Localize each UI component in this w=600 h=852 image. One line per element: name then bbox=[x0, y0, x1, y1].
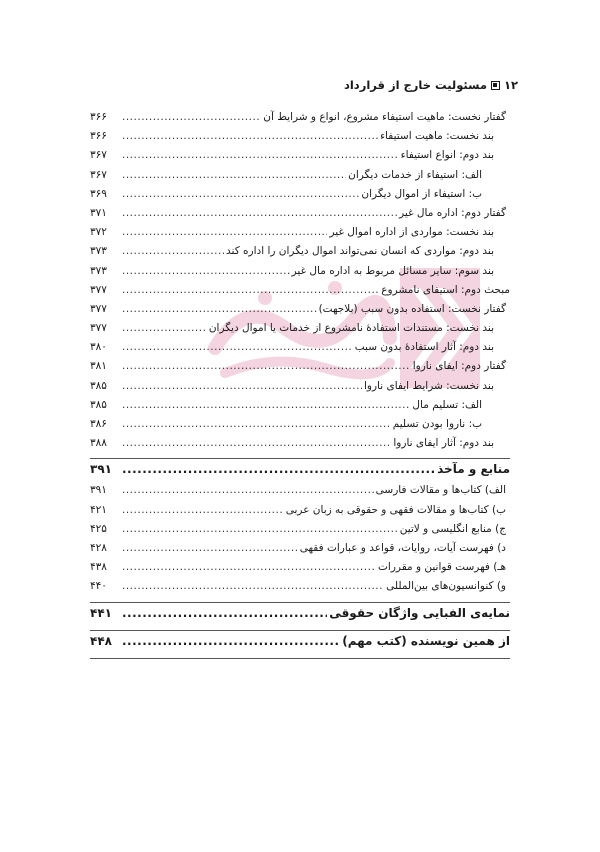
toc-entry-page: ۳۶۹ bbox=[90, 187, 107, 200]
toc-entry-page: ۳۶۷ bbox=[90, 168, 107, 181]
toc-major-entry-index[interactable] bbox=[90, 606, 510, 628]
dot-leader bbox=[122, 561, 376, 573]
toc-entry-page: ۳۸۸ bbox=[90, 437, 107, 450]
toc-entry-page: ۴۲۵ bbox=[90, 522, 107, 535]
dot-leader bbox=[122, 303, 317, 315]
toc-entry-title: بند سوم: سایر مسائل مربوط به اداره مال غیر bbox=[291, 264, 494, 277]
dot-leader bbox=[122, 399, 410, 411]
toc-entry[interactable] bbox=[90, 207, 510, 226]
toc-entry-page: ۳۶۷ bbox=[90, 149, 107, 162]
toc-entry[interactable] bbox=[90, 130, 510, 149]
toc-entry[interactable] bbox=[90, 399, 510, 418]
toc-entry-page: ۳۸۵ bbox=[90, 379, 107, 392]
dot-leader bbox=[122, 634, 340, 648]
toc-entry-page: ۳۸۰ bbox=[90, 341, 107, 354]
toc-entry-page: ۳۸۵ bbox=[90, 398, 107, 411]
toc-entry-title: گفتار دوم: ایفای ناروا bbox=[412, 360, 506, 373]
table-of-contents bbox=[90, 111, 510, 662]
toc-entry-title: هـ) فهرست قوانین و مقررات bbox=[378, 561, 506, 574]
toc-entry-title: بند نخست: مستندات استفادهٔ نامشروع از خدمات یا اموال دیگران bbox=[208, 322, 494, 335]
toc-entry[interactable] bbox=[90, 561, 510, 580]
toc-entry-page: ۴۳۸ bbox=[90, 561, 107, 574]
toc-entry-page: ۳۹۱ bbox=[90, 462, 112, 477]
toc-entry[interactable] bbox=[90, 341, 510, 360]
toc-entry[interactable] bbox=[90, 188, 510, 207]
dot-leader bbox=[122, 484, 374, 496]
toc-entry-page: ۳۸۱ bbox=[90, 360, 107, 373]
section-divider bbox=[90, 458, 510, 459]
toc-entry-title: د) فهرست آیات، روایات، قواعد و عبارات فقهی bbox=[299, 541, 506, 554]
dot-leader bbox=[122, 418, 391, 430]
header-page-number: ۱۲ bbox=[503, 78, 518, 92]
toc-entry-title: ب: استیفاء از اموال دیگران bbox=[361, 187, 482, 200]
dot-leader bbox=[122, 437, 391, 449]
dot-leader bbox=[122, 606, 327, 620]
dot-leader bbox=[122, 111, 261, 123]
toc-entry[interactable] bbox=[90, 149, 510, 168]
toc-entry-title: بند نخست: ماهیت استیفاء bbox=[380, 130, 494, 143]
toc-entry-title: الف: استیفاء از خدمات دیگران bbox=[348, 168, 482, 181]
dot-leader bbox=[122, 322, 207, 334]
toc-entry-page: ۳۷۷ bbox=[90, 322, 107, 335]
toc-entry-page: ۳۷۲ bbox=[90, 226, 107, 239]
dot-leader bbox=[122, 169, 346, 181]
toc-entry[interactable] bbox=[90, 437, 510, 456]
toc-entry-title: گفتار دوم: اداره مال غیر bbox=[399, 206, 506, 219]
toc-entry-title: ب) کتاب‌ها و مقالات فقهی و حقوقی به زبان عربی bbox=[285, 503, 506, 516]
toc-entry[interactable] bbox=[90, 284, 510, 303]
dot-leader bbox=[122, 580, 384, 592]
toc-entry-page: ۳۷۳ bbox=[90, 245, 107, 258]
toc-entry-page: ۴۴۱ bbox=[90, 605, 112, 620]
toc-entry-title: گفتار نخست: استفاده بدون سبب (بلاجهت) bbox=[318, 302, 506, 315]
toc-entry[interactable] bbox=[90, 418, 510, 437]
toc-entry-page: ۳۷۷ bbox=[90, 283, 107, 296]
toc-entry[interactable] bbox=[90, 169, 510, 188]
toc-entry-page: ۳۷۷ bbox=[90, 302, 107, 315]
toc-entry-page: ۴۲۱ bbox=[90, 503, 107, 516]
toc-entry[interactable] bbox=[90, 484, 510, 503]
header-book-title: مسئولیت خارج از قرارداد bbox=[343, 78, 487, 92]
toc-entry-title: بند دوم: آثار استفادهٔ بدون سبب bbox=[354, 341, 494, 354]
toc-major-entry-other-books[interactable] bbox=[90, 634, 510, 656]
toc-entry-title: بند نخست: شرایط ایفای ناروا bbox=[363, 379, 494, 392]
dot-leader bbox=[122, 149, 399, 161]
toc-entry-title: بند دوم: انواع استیفاء bbox=[400, 149, 494, 162]
dot-leader bbox=[122, 542, 298, 554]
toc-entry-title: از همین نویسنده (کتب مهم) bbox=[342, 633, 510, 648]
dot-leader bbox=[122, 188, 359, 200]
toc-entry-page: ۴۴۰ bbox=[90, 580, 107, 593]
toc-entry-title: بند نخست: مواردی از اداره اموال غیر bbox=[329, 226, 494, 239]
toc-entry[interactable] bbox=[90, 245, 510, 264]
toc-entry-page: ۳۷۱ bbox=[90, 206, 107, 219]
toc-entry[interactable] bbox=[90, 360, 510, 379]
toc-entry[interactable] bbox=[90, 303, 510, 322]
toc-entry[interactable] bbox=[90, 542, 510, 561]
dot-leader bbox=[122, 380, 362, 392]
toc-entry-title: الف: تسلیم مال bbox=[412, 398, 482, 411]
toc-entry-page: ۳۶۶ bbox=[90, 111, 107, 123]
toc-entry[interactable] bbox=[90, 523, 510, 542]
toc-entry-title: بند دوم: آثار ایفای ناروا bbox=[393, 437, 494, 450]
toc-entry[interactable] bbox=[90, 380, 510, 399]
dot-leader bbox=[122, 265, 290, 277]
square-bullet-icon bbox=[491, 81, 500, 90]
dot-leader bbox=[122, 504, 284, 516]
toc-entry-title: بند دوم: مواردی که انسان نمی‌تواند اموال دیگران را اداره کند bbox=[226, 245, 494, 258]
toc-entry-title: ب: ناروا بودن تسلیم bbox=[392, 418, 482, 430]
dot-leader bbox=[122, 462, 435, 476]
toc-entry-page: ۳۸۶ bbox=[90, 418, 107, 430]
toc-entry-title: الف) کتاب‌ها و مقالات فارسی bbox=[375, 484, 506, 497]
toc-major-entry-sources[interactable] bbox=[90, 462, 510, 484]
dot-leader bbox=[122, 523, 398, 535]
toc-entry-page: ۳۹۱ bbox=[90, 484, 107, 497]
dot-leader bbox=[122, 360, 411, 372]
dot-leader bbox=[122, 130, 378, 142]
toc-entry[interactable] bbox=[90, 111, 510, 130]
toc-entry-page: ۴۲۸ bbox=[90, 541, 107, 554]
dot-leader bbox=[122, 341, 353, 353]
toc-entry-title: و) کنوانسیون‌های بین‌المللی bbox=[386, 580, 506, 593]
dot-leader bbox=[122, 284, 379, 296]
toc-entry-title: گفتار نخست: ماهیت استیفاء مشروع، انواع و شرایط آن bbox=[263, 111, 506, 123]
section-divider bbox=[90, 602, 510, 603]
section-divider bbox=[90, 658, 510, 659]
toc-entry-title: ج) منابع انگلیسی و لاتین bbox=[399, 522, 506, 535]
dot-leader bbox=[122, 245, 224, 257]
toc-entry[interactable] bbox=[90, 504, 510, 523]
toc-entry-page: ۳۷۳ bbox=[90, 264, 107, 277]
dot-leader bbox=[122, 226, 327, 238]
running-header bbox=[90, 76, 518, 94]
toc-entry[interactable] bbox=[90, 580, 510, 599]
toc-entry-page: ۴۴۸ bbox=[90, 633, 112, 648]
section-divider bbox=[90, 630, 510, 631]
toc-entry-title: مبحث دوم: استیفای نامشروع bbox=[381, 283, 510, 296]
toc-entry-page: ۳۶۶ bbox=[90, 130, 107, 143]
toc-entry-title: نمایه‌ی الفبایی واژگان حقوقی bbox=[329, 605, 510, 620]
toc-entry-title: منابع و مآخذ bbox=[437, 462, 510, 477]
dot-leader bbox=[122, 207, 397, 219]
toc-entry[interactable] bbox=[90, 226, 510, 245]
toc-entry[interactable] bbox=[90, 322, 510, 341]
toc-entry[interactable] bbox=[90, 265, 510, 284]
